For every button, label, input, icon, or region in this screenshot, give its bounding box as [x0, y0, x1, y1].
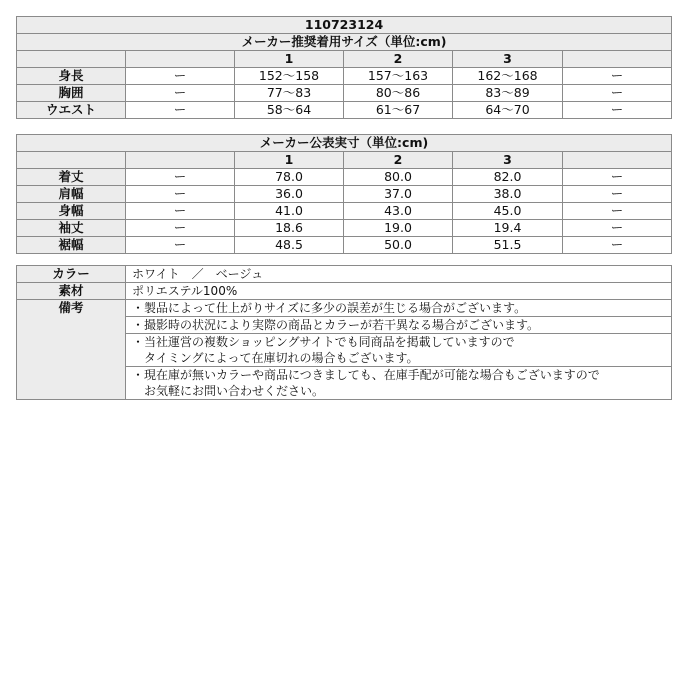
size-header: 2 — [344, 51, 453, 68]
size-header: 2 — [344, 152, 453, 169]
table-cell: 19.0 — [344, 220, 453, 237]
table-cell: 37.0 — [344, 186, 453, 203]
note-item: ・撮影時の状況により実際の商品とカラーが若干異なる場合がございます。 — [126, 317, 672, 334]
note-line: お気軽にお問い合わせください。 — [132, 384, 325, 398]
table-cell: 152〜158 — [235, 68, 344, 85]
table-cell: 82.0 — [453, 169, 563, 186]
material-label: 素材 — [17, 283, 126, 300]
empty-header-cell — [563, 51, 672, 68]
size-header-row — [17, 152, 672, 169]
size-header: 3 — [453, 51, 563, 68]
size-header: 3 — [453, 152, 563, 169]
table-cell: 45.0 — [453, 203, 563, 220]
official-title: メーカー公表実寸（単位:cm) — [17, 135, 672, 152]
product-info-table — [16, 265, 672, 400]
table-cell: ー — [563, 102, 672, 119]
product-code: 110723124 — [17, 17, 672, 34]
size-header: 1 — [235, 152, 344, 169]
table-cell: 18.6 — [235, 220, 344, 237]
table-row — [17, 237, 672, 254]
size-header-row — [17, 51, 672, 68]
table-cell: 162〜168 — [453, 68, 563, 85]
row-label: 裾幅 — [17, 237, 126, 254]
table-cell: 51.5 — [453, 237, 563, 254]
table-cell: ー — [563, 68, 672, 85]
table-cell: ー — [126, 203, 235, 220]
row-label: 袖丈 — [17, 220, 126, 237]
notes-row — [17, 300, 672, 317]
note-line: ・現在庫が無いカラーや商品につきましても、在庫手配が可能な場合もございますので — [132, 368, 600, 382]
row-label: 身幅 — [17, 203, 126, 220]
empty-header-cell — [17, 51, 126, 68]
table-title-row — [17, 135, 672, 152]
official-measurement-table — [16, 134, 672, 254]
recommended-size-table — [16, 16, 672, 119]
table-cell: ー — [563, 169, 672, 186]
note-item: ・製品によって仕上がりサイズに多少の誤差が生じる場合がございます。 — [126, 300, 672, 317]
row-label: 肩幅 — [17, 186, 126, 203]
row-label: ウエスト — [17, 102, 126, 119]
table-title-row — [17, 34, 672, 51]
table-cell: 78.0 — [235, 169, 344, 186]
table-cell: 157〜163 — [344, 68, 453, 85]
table-cell: 64〜70 — [453, 102, 563, 119]
table-cell: ー — [126, 102, 235, 119]
table-cell: ー — [563, 85, 672, 102]
table-cell: 43.0 — [344, 203, 453, 220]
table-cell: 36.0 — [235, 186, 344, 203]
table-cell: 19.4 — [453, 220, 563, 237]
note-item — [126, 367, 672, 400]
table-cell: 83〜89 — [453, 85, 563, 102]
table-cell: 80.0 — [344, 169, 453, 186]
table-row — [17, 169, 672, 186]
table-row — [17, 102, 672, 119]
size-header: 1 — [235, 51, 344, 68]
table-cell: 38.0 — [453, 186, 563, 203]
table-cell: 41.0 — [235, 203, 344, 220]
table-cell: 50.0 — [344, 237, 453, 254]
table-cell: ー — [126, 186, 235, 203]
empty-header-cell — [563, 152, 672, 169]
color-row — [17, 266, 672, 283]
table-row — [17, 186, 672, 203]
material-value: ポリエステル100% — [126, 283, 672, 300]
table-cell: ー — [563, 237, 672, 254]
table-row — [17, 85, 672, 102]
row-label: 身長 — [17, 68, 126, 85]
table-cell: ー — [126, 237, 235, 254]
notes-label: 備考 — [17, 300, 126, 400]
material-row — [17, 283, 672, 300]
table-cell: 48.5 — [235, 237, 344, 254]
table-cell: 58〜64 — [235, 102, 344, 119]
color-label: カラー — [17, 266, 126, 283]
table-cell: ー — [126, 68, 235, 85]
table-row — [17, 220, 672, 237]
row-label: 着丈 — [17, 169, 126, 186]
table-cell: ー — [126, 220, 235, 237]
table-cell: 61〜67 — [344, 102, 453, 119]
table-row — [17, 203, 672, 220]
row-label: 胸囲 — [17, 85, 126, 102]
table-cell: ー — [563, 203, 672, 220]
note-line: ・当社運営の複数ショッピングサイトでも同商品を掲載していますので — [132, 335, 515, 349]
empty-header-cell — [126, 51, 235, 68]
empty-header-cell — [17, 152, 126, 169]
recommended-title: メーカー推奨着用サイズ（単位:cm) — [17, 34, 672, 51]
table-cell: ー — [563, 220, 672, 237]
note-line: タイミングによって在庫切れの場合もございます。 — [132, 351, 419, 365]
table-cell: ー — [126, 169, 235, 186]
color-value: ホワイト ／ ベージュ — [126, 266, 672, 283]
table-cell: 77〜83 — [235, 85, 344, 102]
empty-header-cell — [126, 152, 235, 169]
table-cell: 80〜86 — [344, 85, 453, 102]
table-cell: ー — [563, 186, 672, 203]
table-cell: ー — [126, 85, 235, 102]
product-code-row — [17, 17, 672, 34]
table-row — [17, 68, 672, 85]
note-item — [126, 334, 672, 367]
